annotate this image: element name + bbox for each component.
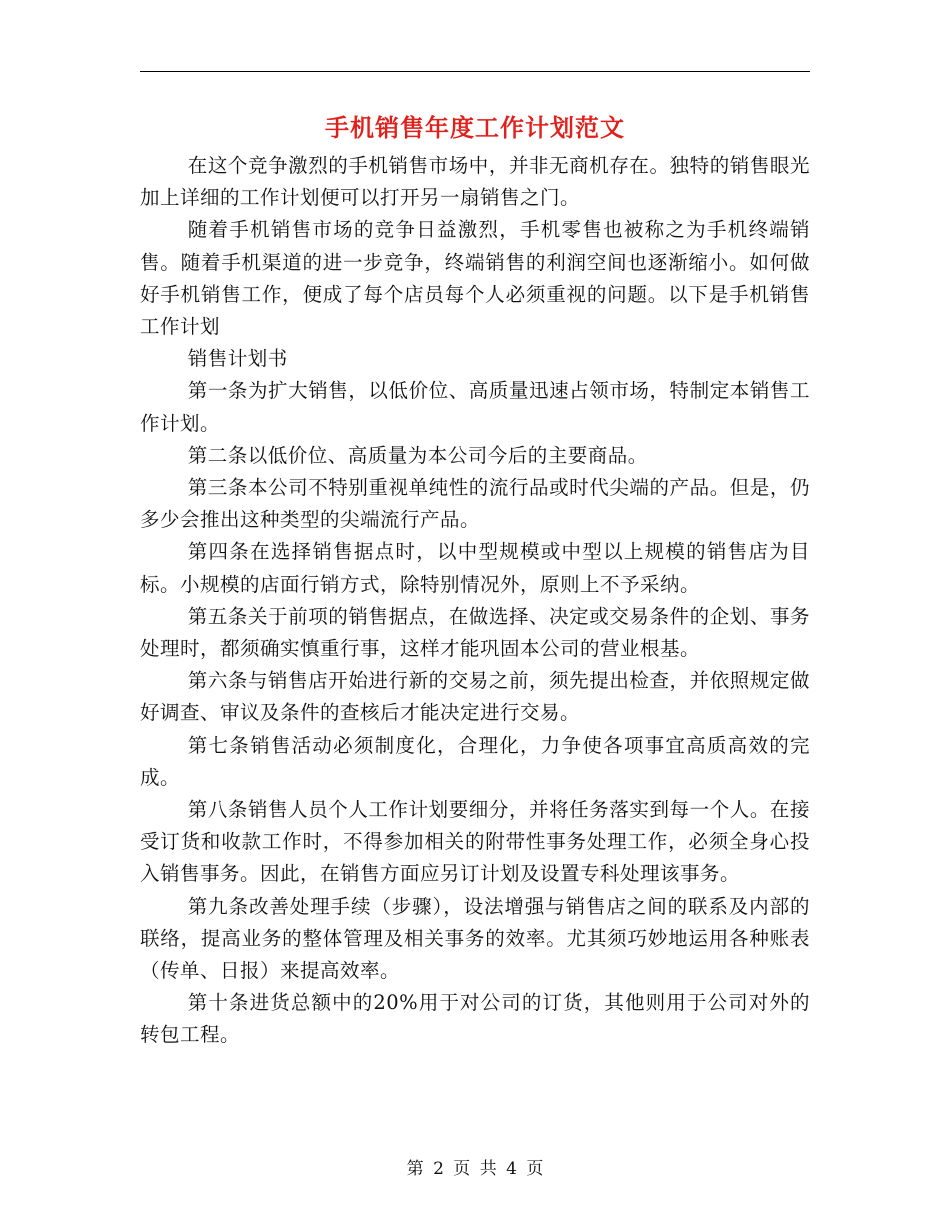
paragraph-article-10: 第十条进货总额中的20%用于对公司的订货，其他则用于公司对外的转包工程。	[140, 991, 810, 1047]
paragraph-article-9: 第九条改善处理手续（步骤），设法增强与销售店之间的联系及内部的联络，提高业务的整体管理及相关事务的效率。尤其须巧妙地运用各种账表（传单、日报）来提高效率。	[140, 894, 810, 983]
header-rule	[140, 71, 810, 72]
document-body	[140, 150, 810, 1052]
paragraph-article-4: 第四条在选择销售据点时，以中型规模或中型以上规模的销售店为目标。小规模的店面行销方式，除特别情况外，原则上不予采纳。	[140, 540, 810, 596]
paragraph-article-8: 第八条销售人员个人工作计划要细分，并将任务落实到每一个人。在接受订货和收款工作时，不得参加相关的附带性事务处理工作，必须全身心投入销售事务。因此，在销售方面应另订计划及设置专科处理该事务。	[140, 798, 810, 886]
paragraph-article-3: 第三条本公司不特别重视单纯性的流行品或时代尖端的产品。但是，仍多少会推出这种类型的尖端流行产品。	[140, 476, 810, 532]
paragraph-article-6: 第六条与销售店开始进行新的交易之前，须先提出检查，并依照规定做好调查、审议及条件的查核后才能决定进行交易。	[140, 669, 810, 725]
page-number: 第 2 页 共 4 页	[406, 1159, 544, 1179]
paragraph-article-5: 第五条关于前项的销售据点，在做选择、决定或交易条件的企划、事务处理时，都须确实慎重行事，这样才能巩固本公司的营业根基。	[140, 604, 810, 661]
paragraph-article-7: 第七条销售活动必须制度化，合理化，力争使各项事宜高质高效的完成。	[140, 733, 810, 789]
document-title: 手机销售年度工作计划范文	[325, 113, 625, 142]
paragraph-intro: 在这个竞争激烈的手机销售市场中，并非无商机存在。独特的销售眼光加上详细的工作计划便可以打开另一扇销售之门。	[140, 154, 810, 210]
paragraph-article-1: 第一条为扩大销售，以低价位、高质量迅速占领市场，特制定本销售工作计划。	[140, 379, 810, 435]
paragraph-plan-heading: 销售计划书	[187, 347, 288, 371]
paragraph-market: 随着手机销售市场的竞争日益激烈，手机零售也被称之为手机终端销售。随着手机渠道的进一步竞争，终端销售的利润空间也逐渐缩小。如何做好手机销售工作，便成了每个店员每个人必须重视的问题。以下是手机销售工作计划	[140, 218, 810, 339]
paragraph-article-2: 第二条以低价位、高质量为本公司今后的主要商品。	[187, 443, 648, 467]
